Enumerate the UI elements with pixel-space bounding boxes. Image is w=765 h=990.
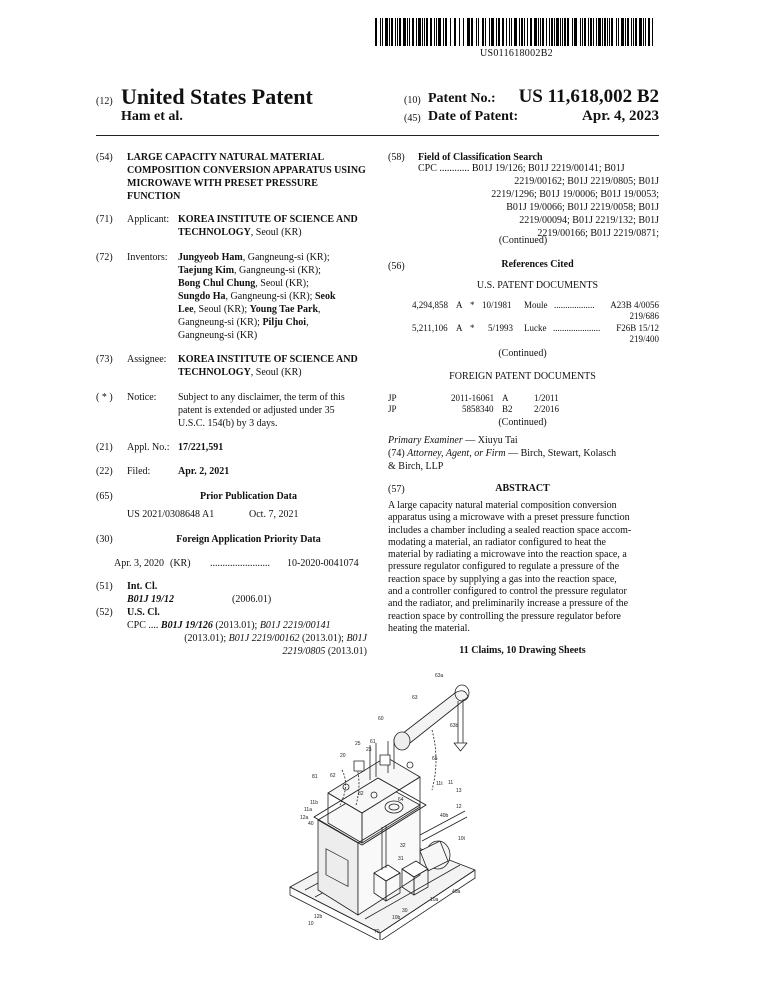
barcode-bar xyxy=(385,18,388,46)
figure-reference-label: 11 xyxy=(448,780,454,786)
figure-reference-label: 32 xyxy=(400,843,406,849)
barcode-bar xyxy=(471,18,473,46)
barcode-bar xyxy=(485,18,486,46)
barcode-bar xyxy=(567,18,569,46)
barcode-bar xyxy=(635,18,637,46)
barcode-bar xyxy=(436,18,437,46)
barcode-bar xyxy=(527,18,528,46)
barcode-bar xyxy=(422,18,423,46)
foreign-priority-heading: Foreign Application Priority Data xyxy=(176,534,321,545)
priority-country: (KR) xyxy=(170,558,191,569)
figure-reference-label: 23 xyxy=(366,747,372,753)
figure-reference-label: 65 xyxy=(432,756,438,762)
primary-examiner: Primary Examiner — Xiuyu Tai xyxy=(388,435,518,446)
barcode-bar xyxy=(403,18,406,46)
appl-no-value: 17/221,591 xyxy=(178,442,224,453)
barcode-bar xyxy=(596,18,597,46)
figure-reference-label: 11a xyxy=(304,807,312,813)
us-cl-line-3: 2219/0805 (2013.01) xyxy=(282,646,367,657)
figure-reference-label: 81 xyxy=(312,774,318,780)
barcode-bar xyxy=(631,18,632,46)
figure-reference-label: 63b xyxy=(450,723,459,729)
barcode-bar xyxy=(375,18,377,46)
assignee-label: Assignee: xyxy=(127,354,167,365)
code-54: (54) xyxy=(96,152,113,163)
barcode-bar xyxy=(560,18,561,46)
foreign-ref-row: JP 5858340 B2 2/2016 xyxy=(388,404,560,414)
barcode-bar xyxy=(389,18,390,46)
barcode-bar xyxy=(418,18,421,46)
patent-no-label: Patent No.: xyxy=(428,91,496,106)
figure-reference-label: 61 xyxy=(370,739,376,745)
barcode-bar xyxy=(459,18,460,46)
us-ref-row: 4,294,858 A * 10/1981 Moule .................. A23B 4/0056 219/686 xyxy=(412,300,659,321)
inventor-line: Jungyeob Ham, Gangneung-si (KR); xyxy=(178,252,330,263)
figure-reference-label: 13 xyxy=(456,788,462,794)
barcode-bar xyxy=(463,18,464,46)
barcode-bar xyxy=(380,18,381,46)
barcode-bar xyxy=(534,18,537,46)
barcode-bar xyxy=(618,18,619,46)
attorney: (74) Attorney, Agent, or Firm — Birch, Stewart, Kolasch xyxy=(388,448,617,459)
code-65: (65) xyxy=(96,491,113,502)
prior-publication-date: Oct. 7, 2021 xyxy=(249,509,299,520)
references-heading: References Cited xyxy=(501,259,574,270)
barcode-bar xyxy=(424,18,425,46)
barcode-bar xyxy=(514,18,517,46)
code-58: (58) xyxy=(388,152,405,163)
barcode-bar xyxy=(467,18,470,46)
code-22: (22) xyxy=(96,466,113,477)
invention-title: LARGE CAPACITY NATURAL MATERIAL COMPOSITION CONVERSION APPARATUS USING MICROWAVE WITH PRESET PRESSURE FUNCTION xyxy=(127,152,366,202)
header-rule xyxy=(96,135,659,136)
attorney-line-2: & Birch, LLP xyxy=(388,461,444,472)
barcode-bar xyxy=(491,18,494,46)
figure-reference-label: 10a xyxy=(430,897,439,903)
claims-summary: 11 Claims, 10 Drawing Sheets xyxy=(459,645,586,656)
code-57: (57) xyxy=(388,484,405,495)
barcode-bar xyxy=(627,18,629,46)
barcode-bar xyxy=(593,18,594,46)
barcode-bar xyxy=(572,18,573,46)
barcode-bar xyxy=(445,18,447,46)
barcode-bar xyxy=(511,18,512,46)
code-30: (30) xyxy=(96,534,113,545)
barcode-bar xyxy=(391,18,393,46)
us-ref-row: 5,211,106 A * 5/1993 Lucke ..................... F26B 15/12 219/400 xyxy=(412,323,659,344)
barcode-bar xyxy=(588,18,589,46)
figure-reference-label: 11t xyxy=(436,781,443,787)
barcode-bar xyxy=(416,18,417,46)
figure-reference-label: 82 xyxy=(358,791,364,797)
barcode-bar xyxy=(407,18,408,46)
figure-reference-label: 12b xyxy=(314,914,323,920)
barcode-bar xyxy=(478,18,479,46)
inventor-line: Lee, Seoul (KR); Young Tae Park, xyxy=(178,304,321,315)
applicant-name: KOREA INSTITUTE OF SCIENCE AND TECHNOLOGY xyxy=(178,214,358,238)
assignee-location: , Seoul (KR) xyxy=(250,367,302,378)
inventor-line: Taejung Kim, Gangneung-si (KR); xyxy=(178,265,321,276)
foreign-refs-continued: (Continued) xyxy=(498,417,547,428)
inventor-line: Gangneung-si (KR); Pilju Choi, xyxy=(178,317,309,328)
apparatus-drawing xyxy=(270,665,490,940)
figure-reference-label: 25 xyxy=(355,741,361,747)
abstract-text: A large capacity natural material composition conversion apparatus using a microwave with a preset pressure function includes a chamber including a sealed reaction space accom- modating a material, an radiator configured to heat the material by radiating a microwave into the reaction space, a pressure regulator configured to regulate a pressure of the reaction space by supplying a gas into the reaction space, and a controller configured to control the pressure regulator and the radiator, and preliminarily increase a pressure of the reaction space by controlling the pressure regulator before heating the material. xyxy=(388,500,632,634)
barcode-bar xyxy=(382,18,383,46)
barcode-bar xyxy=(549,18,550,46)
figure-reference-label: 70 xyxy=(374,929,380,935)
figure-reference-label: 12 xyxy=(456,804,462,810)
barcode-bar xyxy=(519,18,520,46)
notice-text: Subject to any disclaimer, the term of this patent is extended or adjusted under 35 U.S.C. 154(b) by 3 days. xyxy=(178,392,345,429)
prior-publication-number: US 2021/0308648 A1 xyxy=(127,509,215,520)
figure-reference-label: 12a xyxy=(300,815,309,821)
barcode-bar xyxy=(584,18,586,46)
barcode-bar xyxy=(482,18,484,46)
figure-reference-label: 60 xyxy=(378,716,384,722)
field-search-lines: 2219/00162; B01J 2219/0805; B01J 2219/1296; B01J 19/0006; B01J 19/0053; B01J 19/0066; B01J 2219/0058; B01J 2219/00094; B01J 2219/132; B01J 2219/00166; B01J 2219/0871; xyxy=(491,176,659,239)
inventors-label: Inventors: xyxy=(127,252,168,263)
figure-reference-label: 40b xyxy=(440,813,449,819)
barcode-bar xyxy=(648,18,650,46)
figure-reference-label: 11b xyxy=(310,800,318,806)
authors: Ham et al. xyxy=(121,109,183,124)
barcode-bar xyxy=(645,18,646,46)
inventors-list xyxy=(178,251,368,342)
patent-number: US 11,618,002 B2 xyxy=(518,86,659,107)
barcode-bar xyxy=(582,18,583,46)
barcode-bar xyxy=(621,18,624,46)
barcode-bar xyxy=(409,18,410,46)
patent-id-code: US011618002B2 xyxy=(480,48,553,59)
code-52: (52) xyxy=(96,607,113,618)
barcode-bar xyxy=(625,18,626,46)
barcode-bar xyxy=(609,18,610,46)
barcode-bar xyxy=(506,18,507,46)
barcode-bar xyxy=(476,18,477,46)
figure-reference-label: 31 xyxy=(398,856,404,862)
barcode-bar xyxy=(524,18,525,46)
figure-reference-label: 63a xyxy=(435,673,444,679)
figure-reference-label: 62 xyxy=(330,773,336,779)
prior-publication-heading: Prior Publication Data xyxy=(199,491,298,502)
applicant-value xyxy=(178,213,368,239)
barcode-bar xyxy=(604,18,606,46)
barcode-bar xyxy=(633,18,634,46)
priority-date: Apr. 3, 2020 xyxy=(114,558,164,569)
barcode-bar xyxy=(643,18,644,46)
barcode-bar xyxy=(546,18,547,46)
figure-reference-label: 40a xyxy=(452,889,461,895)
field-search-continued: (Continued) xyxy=(498,235,548,246)
code-51: (51) xyxy=(96,581,113,592)
foreign-patent-docs-heading: FOREIGN PATENT DOCUMENTS xyxy=(449,371,596,382)
assignee-name: KOREA INSTITUTE OF SCIENCE AND TECHNOLOGY xyxy=(178,354,358,378)
inventor-line: Bong Chul Chung, Seoul (KR); xyxy=(178,278,309,289)
code-10: (10) xyxy=(404,95,421,106)
document-title: United States Patent xyxy=(121,84,313,109)
code-45: (45) xyxy=(404,113,421,124)
barcode-bar xyxy=(538,18,539,46)
barcode-bar xyxy=(395,18,396,46)
int-cl-year: (2006.01) xyxy=(232,594,272,605)
figure-reference-label: 10 xyxy=(308,921,314,927)
figure-reference-label: 30 xyxy=(402,908,408,914)
barcode-bar xyxy=(412,18,414,46)
code-56: (56) xyxy=(388,261,405,272)
abstract-heading: ABSTRACT xyxy=(495,483,550,494)
assignee-value xyxy=(178,353,368,379)
int-cl-label: Int. Cl. xyxy=(127,581,158,592)
date-label: Date of Patent: xyxy=(428,109,519,124)
barcode-bar xyxy=(399,18,401,46)
filed-value: Apr. 2, 2021 xyxy=(178,466,230,477)
field-search-cpc: CPC ............ B01J 19/126; B01J 2219/00141; B01J xyxy=(418,163,625,174)
notice-code: ( * ) xyxy=(96,392,113,403)
barcode-bar xyxy=(530,18,532,46)
barcode-bar xyxy=(607,18,608,46)
figure-reference-label: 40 xyxy=(308,821,314,827)
code-72: (72) xyxy=(96,252,113,263)
figure-reference-label: 63 xyxy=(412,695,418,701)
us-refs-continued: (Continued) xyxy=(498,348,547,359)
barcode-bar xyxy=(509,18,510,46)
figure-reference-label: 10b xyxy=(392,915,401,921)
barcode-bar xyxy=(580,18,581,46)
barcode-bar xyxy=(438,18,441,46)
applicant-label: Applicant: xyxy=(127,214,170,225)
barcode-bar xyxy=(551,18,553,46)
barcode-bar xyxy=(540,18,541,46)
priority-dots: ........................ xyxy=(210,558,270,569)
applicant-location: , Seoul (KR) xyxy=(250,227,302,238)
appl-no-label: Appl. No.: xyxy=(127,442,170,453)
barcode-bar xyxy=(554,18,555,46)
barcode-bar xyxy=(598,18,601,46)
barcode-bar xyxy=(562,18,563,46)
field-search-heading: Field of Classification Search xyxy=(418,152,543,163)
barcode-bar xyxy=(542,18,544,46)
filed-label: Filed: xyxy=(127,466,151,477)
barcode-bar xyxy=(496,18,497,46)
barcode-bar xyxy=(611,18,613,46)
us-cl-line-1: CPC .... B01J 19/126 (2013.01); B01J 2219/00141 xyxy=(127,620,331,631)
barcode-bar xyxy=(443,18,444,46)
barcode-bar xyxy=(502,18,504,46)
us-cl-line-2: (2013.01); B01J 2219/00162 (2013.01); B01J xyxy=(184,633,367,644)
barcode-bar xyxy=(602,18,603,46)
figure-reference-label: 10t xyxy=(458,836,465,842)
barcode-bar xyxy=(434,18,435,46)
barcode-bar xyxy=(450,18,451,46)
barcode-bar xyxy=(521,18,523,46)
barcode-bar xyxy=(430,18,432,46)
foreign-ref-row: JP 2011-16061 A 1/2011 xyxy=(388,393,559,403)
barcode-bar xyxy=(616,18,617,46)
int-cl-class: B01J 19/12 xyxy=(127,594,174,605)
figure-reference-label: 64 xyxy=(398,797,404,803)
barcode-bar xyxy=(489,18,490,46)
barcode xyxy=(375,18,658,46)
code-21: (21) xyxy=(96,442,113,453)
inventor-line: Gangneung-si (KR) xyxy=(178,330,258,341)
notice-label: Notice: xyxy=(127,392,157,403)
barcode-bar xyxy=(498,18,500,46)
us-patent-docs-heading: U.S. PATENT DOCUMENTS xyxy=(476,280,599,291)
code-12: (12) xyxy=(96,96,113,107)
barcode-bar xyxy=(639,18,642,46)
priority-number: 10-2020-0041074 xyxy=(287,558,359,569)
barcode-bar xyxy=(574,18,577,46)
code-73: (73) xyxy=(96,354,113,365)
barcode-bar xyxy=(454,18,456,46)
barcode-bar xyxy=(564,18,566,46)
barcode-bar xyxy=(652,18,653,46)
inventor-line: Sungdo Ha, Gangneung-si (KR); Seok xyxy=(178,291,336,302)
date-of-patent: Apr. 4, 2023 xyxy=(582,108,659,124)
barcode-bar xyxy=(397,18,398,46)
barcode-bar xyxy=(426,18,428,46)
barcode-bar xyxy=(590,18,592,46)
code-71: (71) xyxy=(96,214,113,225)
barcode-bar xyxy=(556,18,559,46)
us-cl-label: U.S. Cl. xyxy=(127,607,160,618)
figure-reference-label: 20 xyxy=(340,753,346,759)
